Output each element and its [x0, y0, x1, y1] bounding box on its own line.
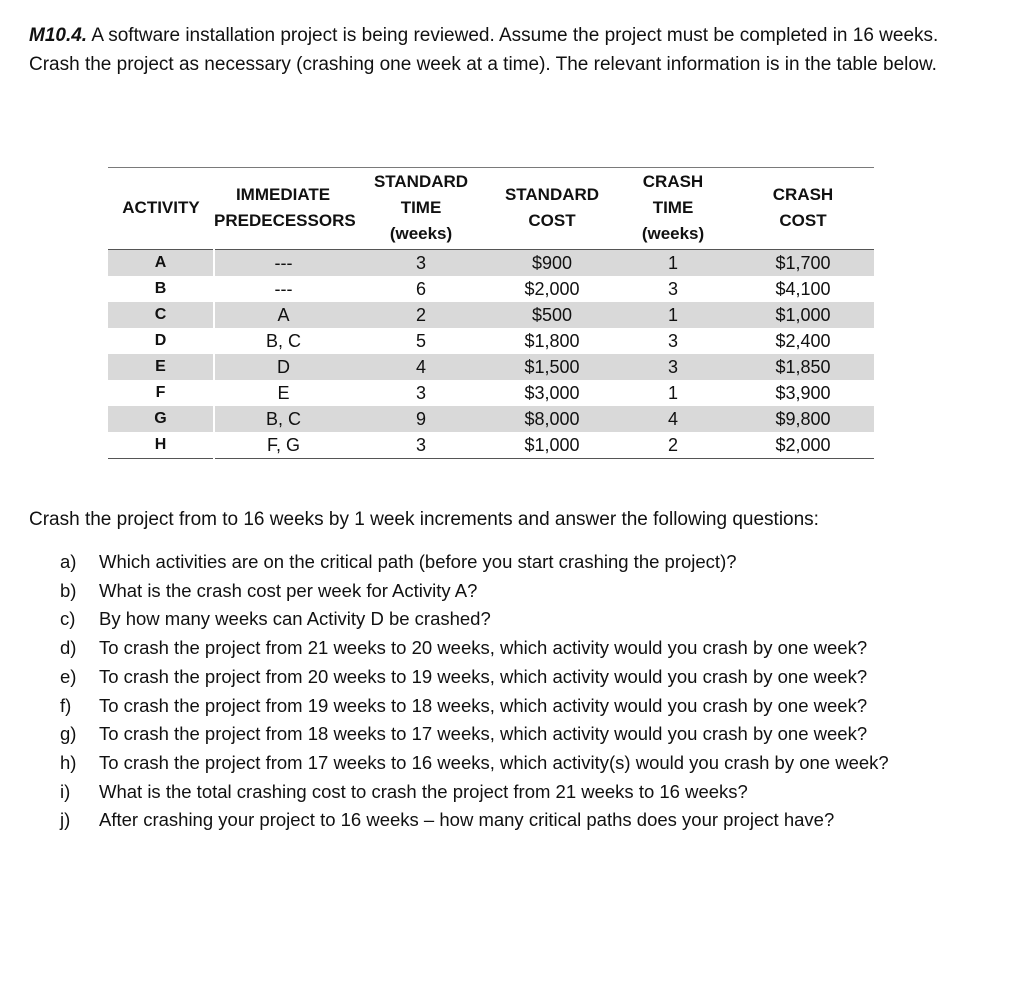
header-standard-time-line3: (weeks) — [389, 224, 453, 243]
list-item — [60, 663, 889, 692]
question-text: After crashing your project to 16 weeks – how many critical paths does your project have? — [99, 809, 835, 831]
question-text: To crash the project from 17 weeks to 16 weeks, which activity(s) would you crash by one week? — [99, 751, 889, 773]
question-marker: j) — [60, 809, 71, 831]
header-crash-time-line2: TIME — [652, 198, 694, 217]
problem-text: A software installation project is being reviewed. Assume the project must be completed in 16 weeks. Crash the project as necessary (crashing one week at a time). The relevant information is in the table below. — [29, 25, 939, 75]
cell-crash-cost: $9,800 — [732, 406, 874, 432]
cell-standard-time: 2 — [352, 302, 490, 328]
cell-crash-cost: $1,850 — [732, 354, 874, 380]
cell-standard-time: 9 — [352, 406, 490, 432]
problem-statement — [29, 22, 969, 79]
header-standard-time-line1: STANDARD — [373, 172, 469, 191]
cell-activity: G — [108, 406, 214, 432]
cell-standard-time: 6 — [415, 279, 426, 299]
question-marker: h) — [60, 751, 77, 773]
cell-predecessors: F, G — [214, 432, 352, 459]
question-marker: c) — [60, 608, 76, 630]
problem-code: M10.4. — [29, 25, 88, 46]
cell-crash-time: 3 — [667, 331, 678, 351]
question-marker: a) — [60, 551, 77, 572]
cell-predecessors: --- — [274, 279, 293, 299]
cell-standard-cost: $1,800 — [524, 331, 580, 351]
cell-crash-time: 3 — [667, 279, 678, 299]
table-row — [108, 328, 874, 354]
cell-crash-time: 2 — [614, 432, 732, 459]
cell-standard-cost: $2,000 — [524, 279, 580, 299]
cell-activity: A — [108, 250, 214, 277]
questions-intro: Crash the project from to 16 weeks by 1 week increments and answer the following questions: — [29, 509, 819, 530]
table-row — [108, 302, 874, 328]
cell-activity: B — [108, 276, 214, 302]
cell-activity: E — [108, 354, 214, 380]
cell-predecessors: B, C — [265, 331, 301, 351]
list-item — [60, 749, 889, 778]
cell-standard-time: 4 — [352, 354, 490, 380]
cell-standard-time: 3 — [352, 250, 490, 277]
cell-standard-cost: $1,500 — [490, 354, 614, 380]
cell-crash-cost: $2,000 — [732, 432, 874, 459]
header-predecessors-line1: IMMEDIATE — [235, 185, 331, 204]
cell-crash-cost: $1,700 — [732, 250, 874, 277]
cell-crash-time: 4 — [614, 406, 732, 432]
cell-standard-cost: $1,000 — [490, 432, 614, 459]
table-row — [108, 276, 874, 302]
cell-standard-cost: $3,000 — [524, 383, 580, 403]
cell-activity: H — [108, 432, 214, 459]
header-standard-cost-line1: STANDARD — [504, 185, 600, 204]
cell-predecessors: E — [277, 383, 290, 403]
header-standard-cost — [490, 168, 614, 250]
list-item — [60, 634, 889, 663]
header-crash-time-line1: CRASH — [642, 172, 704, 191]
cell-standard-time: 3 — [415, 383, 426, 403]
header-crash-time-line3: (weeks) — [641, 224, 705, 243]
header-crash-time — [614, 168, 732, 250]
cell-activity: F — [108, 380, 214, 406]
question-marker: b) — [60, 579, 77, 601]
question-marker: g) — [60, 723, 77, 745]
question-text: Which activities are on the critical path (before you start crashing the project)? — [99, 551, 737, 572]
header-standard-time-line2: TIME — [400, 198, 442, 217]
table-header-row — [108, 168, 874, 250]
cell-predecessors: --- — [214, 250, 352, 277]
table-row — [108, 406, 874, 432]
cell-standard-cost: $500 — [490, 302, 614, 328]
header-standard-cost-line2: COST — [528, 211, 576, 230]
activity-table — [108, 167, 874, 459]
cell-standard-time: 5 — [415, 331, 426, 351]
header-crash-cost-line1: CRASH — [772, 185, 834, 204]
header-activity — [108, 168, 214, 250]
activity-table-container — [108, 167, 874, 459]
list-item — [60, 605, 889, 634]
cell-crash-cost: $2,400 — [775, 331, 831, 351]
cell-predecessors: A — [214, 302, 352, 328]
header-predecessors — [214, 168, 356, 250]
question-text: To crash the project from 21 weeks to 20 weeks, which activity would you crash by one week? — [99, 637, 868, 659]
question-marker: d) — [60, 637, 77, 659]
table-row — [108, 380, 874, 406]
table-row — [108, 432, 874, 459]
cell-activity: C — [108, 302, 214, 328]
cell-crash-time: 3 — [614, 354, 732, 380]
cell-standard-cost: $900 — [490, 250, 614, 277]
cell-predecessors: D — [214, 354, 352, 380]
cell-crash-time: 1 — [614, 302, 732, 328]
table-row — [108, 250, 874, 277]
header-standard-time — [352, 168, 490, 250]
list-item — [60, 548, 889, 577]
table-row — [108, 354, 874, 380]
question-text: What is the crash cost per week for Activity A? — [99, 579, 478, 601]
cell-crash-cost: $1,000 — [732, 302, 874, 328]
question-text: What is the total crashing cost to crash the project from 21 weeks to 16 weeks? — [99, 780, 748, 802]
question-marker: f) — [60, 694, 72, 716]
questions-list — [60, 548, 889, 835]
list-item — [60, 778, 889, 807]
cell-predecessors: B, C — [214, 406, 352, 432]
header-predecessors-line2: PREDECESSORS — [214, 211, 356, 230]
cell-standard-cost: $8,000 — [490, 406, 614, 432]
cell-crash-time: 1 — [667, 383, 678, 403]
list-item — [60, 692, 889, 721]
question-text: By how many weeks can Activity D be crashed? — [99, 608, 491, 630]
question-marker: i) — [60, 780, 71, 802]
list-item — [60, 577, 889, 606]
question-text: To crash the project from 20 weeks to 19 weeks, which activity would you crash by one week? — [99, 665, 868, 687]
cell-crash-cost: $4,100 — [775, 279, 831, 299]
question-text: To crash the project from 18 weeks to 17 weeks, which activity would you crash by one week? — [99, 723, 868, 745]
list-item — [60, 806, 889, 835]
cell-crash-cost: $3,900 — [775, 383, 831, 403]
question-text: To crash the project from 19 weeks to 18 weeks, which activity would you crash by one week? — [99, 694, 868, 716]
cell-standard-time: 3 — [352, 432, 490, 459]
cell-activity: D — [108, 328, 214, 354]
question-marker: e) — [60, 665, 77, 687]
header-crash-cost — [732, 168, 874, 250]
list-item — [60, 720, 889, 749]
cell-crash-time: 1 — [614, 250, 732, 277]
header-activity-label: ACTIVITY — [122, 198, 200, 217]
header-crash-cost-line2: COST — [779, 211, 827, 230]
